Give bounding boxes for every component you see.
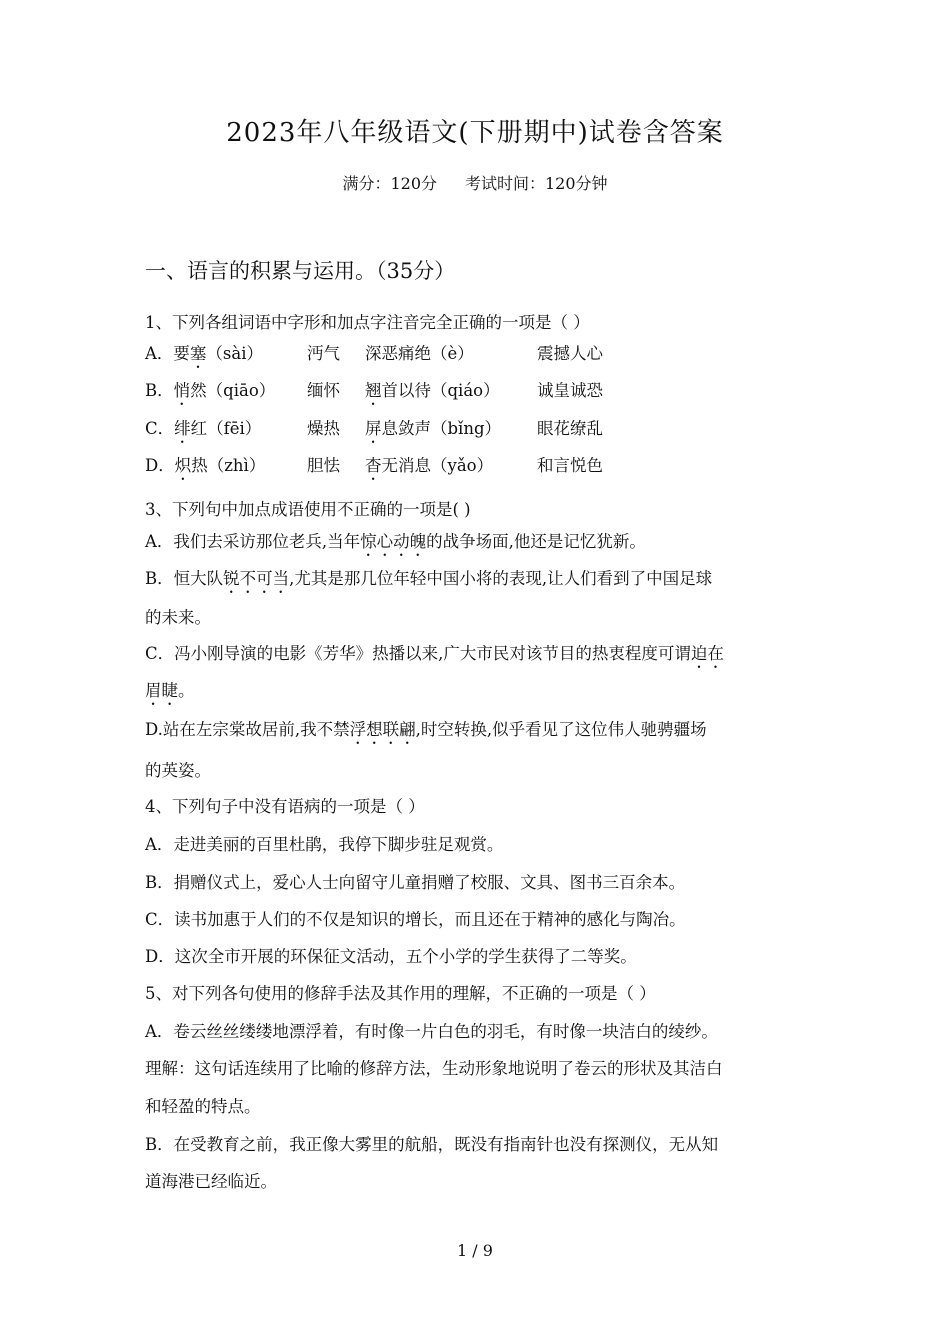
q1-d-col4: 和言悦色 (537, 456, 603, 475)
q1-a-prefix: A．要 (145, 344, 190, 363)
page-number: 1 / 9 (457, 1241, 493, 1260)
q3-a-post: 的战争场面,他还是记忆犹新。 (426, 532, 646, 551)
q1-c-col3 (365, 415, 501, 447)
q4-stem: 4、下列句子中没有语病的一项是（ ） (145, 797, 425, 816)
q1-d-pinyin: 热（zhì） (191, 456, 266, 475)
q1-a-col2: 沔气 (307, 344, 340, 363)
q3-option-b-cont: 的未来。 (145, 608, 211, 627)
q1-d-word: 无消息（yǎo） (381, 456, 494, 475)
q3-d-post: ,时空转换,似乎看见了这位伟人驰骋疆场 (415, 720, 707, 739)
q1-d-col2: 胆怯 (307, 456, 340, 475)
exam-info (0, 171, 950, 194)
q3-b-pre: B．恒大队 (145, 569, 224, 588)
q1-b-dotted: 悄 (173, 381, 191, 400)
q1-c-dotted: 绯 (174, 419, 191, 438)
q1-c-pinyin: 红（fēi） (190, 419, 262, 438)
q3-option-c (145, 640, 724, 672)
q5-option-a-explanation: 理解：这句话连续用了比喻的修辞方法，生动形象地说明了卷云的形状及其洁白 (145, 1059, 723, 1078)
q5-option-a: A．卷云丝丝缕缕地漂浮着，有时像一片白色的羽毛，有时像一块洁白的绫纱。 (145, 1022, 718, 1041)
q1-a-col1 (145, 340, 263, 372)
q1-b-col2: 缅怀 (307, 381, 340, 400)
q1-b-word: 首以待（qiáo） (381, 381, 500, 400)
q4-option-a: A．走进美丽的百里杜鹃，我停下脚步驻足观赏。 (145, 835, 504, 854)
q4-option-c: C．读书加惠于人们的不仅是知识的增长，而且还在于精神的感化与陶冶。 (145, 910, 686, 929)
q1-c-col4: 眼花缭乱 (537, 419, 603, 438)
q1-d-dotted2: 杳 (365, 456, 382, 475)
q4-option-b: B．捐赠仪式上，爱心人士向留守儿童捐赠了校服、文具、图书三百余本。 (145, 873, 686, 892)
q1-d-col1 (145, 452, 265, 484)
q1-a-col4: 震撼人心 (537, 344, 603, 363)
full-marks: 满分：120分 (342, 174, 437, 193)
q3-stem: 3、下列句中加点成语使用不正确的一项是( ) (145, 500, 471, 519)
q1-c-col1 (145, 415, 261, 447)
q1-b-prefix: B． (145, 381, 174, 400)
q5-option-b-cont: 道海港已经临近。 (145, 1172, 277, 1191)
q5-stem: 5、对下列各句使用的修辞手法及其作用的理解，不正确的一项是（ ） (145, 984, 656, 1003)
q1-a-pinyin: （sài） (206, 344, 264, 363)
q3-a-idiom: 惊心动魄 (360, 532, 427, 551)
q3-c-idiom: 迫在 (690, 644, 724, 663)
q3-d-pre: D.站在左宗棠故居前,我不禁 (145, 720, 350, 739)
q3-a-pre: A．我们去采访那位老兵,当年 (145, 532, 361, 551)
q4-option-d: D．这次全市开展的环保征文活动，五个小学的学生获得了二等奖。 (145, 947, 637, 966)
q1-d-prefix: D． (145, 456, 175, 475)
q1-b-col3 (365, 377, 500, 409)
q3-b-post: ,尤其是那几位年轻中国小将的表现,让人们看到了中国足球 (289, 569, 713, 588)
q3-c-idiom-cont: 眉睫 (145, 681, 178, 700)
q1-c-word: 息敛声（bǐng） (381, 419, 502, 438)
q5-option-b: B．在受教育之前，我正像大雾里的航船，既没有指南针也没有探测仪，无从知 (145, 1135, 719, 1154)
q1-c-col2: 燥热 (307, 419, 340, 438)
q3-option-b (145, 565, 712, 597)
q1-stem: 1、下列各组词语中字形和加点字注音完全正确的一项是（ ） (145, 313, 590, 332)
q3-option-c-cont (145, 677, 195, 709)
q1-b-col1 (145, 377, 275, 409)
q1-a-dotted: 塞 (189, 344, 207, 363)
q3-d-idiom: 浮想联翩 (349, 720, 416, 739)
q3-c-post: 。 (178, 681, 195, 700)
q1-b-pinyin: 然（qiāo） (190, 381, 276, 400)
q3-c-pre: C．冯小刚导演的电影《芳华》热播以来,广大市民对该节目的热衷程度可谓 (145, 644, 691, 663)
q3-option-d (145, 716, 707, 748)
section-heading: 一、语言的积累与运用。（35分） (145, 259, 456, 283)
q1-d-col3 (365, 452, 493, 484)
q5-option-a-explanation-cont: 和轻盈的特点。 (145, 1097, 261, 1116)
q1-b-dotted2: 翘 (365, 381, 382, 400)
q3-option-a (145, 528, 646, 560)
q1-a-col3: 深恶痛绝（è） (365, 344, 474, 363)
q1-d-dotted: 炽 (174, 456, 192, 475)
q1-c-prefix: C． (145, 419, 175, 438)
document-title: 2023年八年级语文(下册期中)试卷含答案 (226, 118, 724, 148)
q1-b-col4: 诚皇诚恐 (537, 381, 603, 400)
q3-option-d-cont: 的英姿。 (145, 761, 211, 780)
q3-b-idiom: 锐不可当 (223, 569, 290, 588)
exam-time: 考试时间：120分钟 (465, 174, 608, 193)
q1-c-dotted2: 屏 (365, 419, 382, 438)
